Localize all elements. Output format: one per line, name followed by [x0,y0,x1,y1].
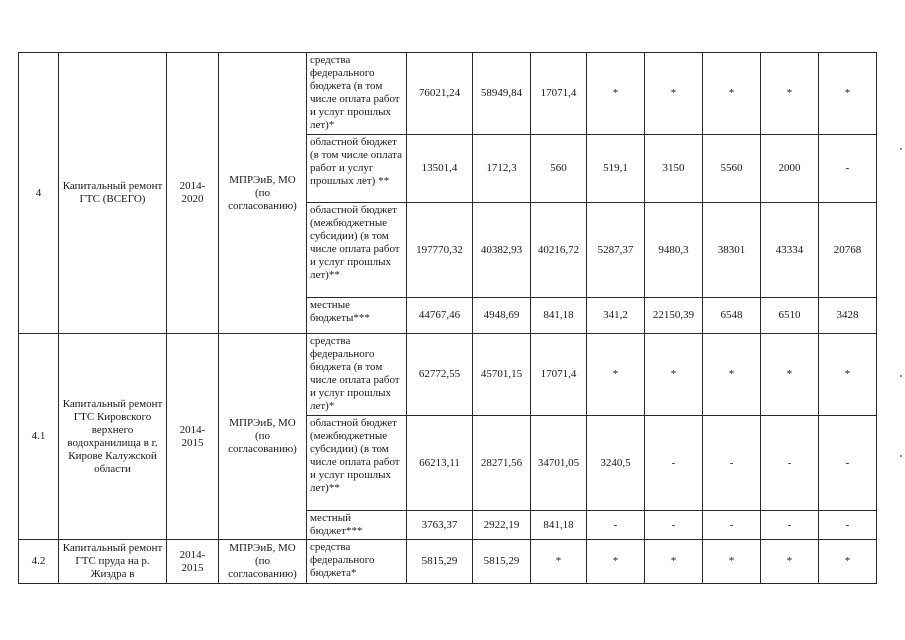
year-amount-cell: 3150 [645,135,703,203]
executor-cell: МПРЭиБ, МО (по согласованию) [219,540,307,584]
event-name-cell: Капитальный ремонт ГТС (ВСЕГО) [59,53,167,334]
year-amount-cell: - [703,511,761,540]
year-amount-cell: 40216,72 [531,203,587,298]
total-amount-cell: 76021,24 [407,53,473,135]
year-amount-cell: 2922,19 [473,511,531,540]
year-amount-cell: * [703,540,761,584]
year-amount-cell: * [819,53,877,135]
total-amount-cell: 66213,11 [407,416,473,511]
year-amount-cell: 560 [531,135,587,203]
year-amount-cell: - [703,416,761,511]
year-amount-cell: 58949,84 [473,53,531,135]
total-amount-cell: 5815,29 [407,540,473,584]
funding-source-cell: областной бюджет (в том числе оплата работ и услуг прошлых лет) ** [307,135,407,203]
year-amount-cell: * [645,53,703,135]
funding-source-cell: средства федерального бюджета (в том числе оплата работ и услуг прошлых лет)* [307,53,407,135]
year-amount-cell: - [819,416,877,511]
total-amount-cell: 44767,46 [407,298,473,334]
scan-artifact-mark [900,375,902,377]
year-amount-cell: 43334 [761,203,819,298]
year-amount-cell: - [761,511,819,540]
year-amount-cell: 34701,05 [531,416,587,511]
year-amount-cell: * [761,540,819,584]
row-number-cell: 4 [19,53,59,334]
funding-source-cell: местный бюджет*** [307,511,407,540]
year-amount-cell: 6548 [703,298,761,334]
year-amount-cell: 341,2 [587,298,645,334]
year-amount-cell: 40382,93 [473,203,531,298]
year-amount-cell: - [819,135,877,203]
year-amount-cell: * [587,53,645,135]
years-cell: 2014-2015 [167,334,219,540]
year-amount-cell: 45701,15 [473,334,531,416]
total-amount-cell: 13501,4 [407,135,473,203]
year-amount-cell: * [761,334,819,416]
total-amount-cell: 3763,37 [407,511,473,540]
year-amount-cell: - [761,416,819,511]
funding-source-cell: средства федерального бюджета* [307,540,407,584]
year-amount-cell: 519,1 [587,135,645,203]
year-amount-cell: * [645,540,703,584]
scan-artifact-mark [900,455,902,457]
year-amount-cell: - [645,416,703,511]
row-number-cell: 4.2 [19,540,59,584]
budget-table [18,52,877,584]
funding-source-cell: областной бюджет (межбюджетные субсидии) (в том числе оплата работ и услуг прошлых лет)** [307,203,407,298]
year-amount-cell: 2000 [761,135,819,203]
year-amount-cell: 9480,3 [645,203,703,298]
year-amount-cell: 3428 [819,298,877,334]
funding-source-cell: областной бюджет (межбюджетные субсидии) (в том числе оплата работ и услуг прошлых лет)** [307,416,407,511]
year-amount-cell: 28271,56 [473,416,531,511]
year-amount-cell: 17071,4 [531,334,587,416]
years-cell: 2014-2020 [167,53,219,334]
year-amount-cell: 17071,4 [531,53,587,135]
year-amount-cell: - [819,511,877,540]
year-amount-cell: * [531,540,587,584]
year-amount-cell: * [819,540,877,584]
year-amount-cell: 38301 [703,203,761,298]
year-amount-cell: - [587,511,645,540]
year-amount-cell: 3240,5 [587,416,645,511]
year-amount-cell: * [645,334,703,416]
year-amount-cell: 6510 [761,298,819,334]
funding-source-cell: местные бюджеты*** [307,298,407,334]
table-row [19,334,877,416]
funding-source-cell: средства федерального бюджета (в том числе оплата работ и услуг прошлых лет)* [307,334,407,416]
year-amount-cell: * [587,334,645,416]
event-name-cell: Капитальный ремонт ГТС пруда на р. Жиздра в [59,540,167,584]
year-amount-cell: * [587,540,645,584]
scan-artifact-mark [900,148,902,150]
year-amount-cell: * [703,334,761,416]
year-amount-cell: 5287,37 [587,203,645,298]
year-amount-cell: * [703,53,761,135]
table-row [19,53,877,135]
year-amount-cell: - [645,511,703,540]
table-row [19,540,877,584]
year-amount-cell: 841,18 [531,511,587,540]
row-number-cell: 4.1 [19,334,59,540]
executor-cell: МПРЭиБ, МО (по согласованию) [219,334,307,540]
year-amount-cell: 22150,39 [645,298,703,334]
executor-cell: МПРЭиБ, МО (по согласованию) [219,53,307,334]
years-cell: 2014-2015 [167,540,219,584]
year-amount-cell: 4948,69 [473,298,531,334]
year-amount-cell: 5560 [703,135,761,203]
year-amount-cell: * [819,334,877,416]
total-amount-cell: 197770,32 [407,203,473,298]
year-amount-cell: 5815,29 [473,540,531,584]
year-amount-cell: 20768 [819,203,877,298]
total-amount-cell: 62772,55 [407,334,473,416]
year-amount-cell: 1712,3 [473,135,531,203]
year-amount-cell: * [761,53,819,135]
event-name-cell: Капитальный ремонт ГТС Кировского верхнего водохранилища в г. Кирове Калужской области [59,334,167,540]
year-amount-cell: 841,18 [531,298,587,334]
